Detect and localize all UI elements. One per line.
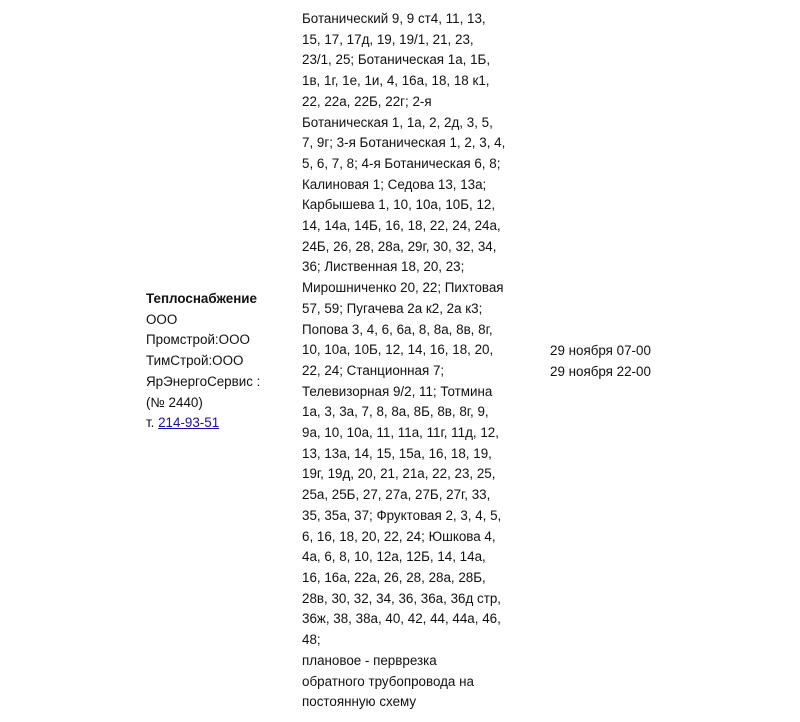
address-line: 36; Лиственная 18, 20, 23;: [302, 259, 465, 275]
address-line: 57, 59; Пугачева 2а к2, 2а к3;: [302, 300, 483, 316]
end-time: 29 ноября 22-00: [550, 363, 651, 379]
address-line: 9а, 10, 10а, 11, 11а, 11г, 11д, 12,: [302, 425, 499, 441]
phone-link[interactable]: 214-93-51: [158, 415, 220, 431]
phone-prefix: т.: [146, 415, 155, 431]
address-line: 15, 17, 17д, 19, 19/1, 21, 23,: [302, 31, 474, 47]
address-line: 19г, 19д, 20, 21, 21а, 22, 23, 25,: [302, 466, 496, 482]
address-line: 1а, 3, 3а, 7, 8, 8а, 8Б, 8в, 8г, 9,: [302, 404, 489, 420]
address-line: 13, 13а, 14, 15, 15а, 16, 18, 19,: [302, 445, 492, 461]
address-line: 14, 14а, 14Б, 16, 18, 22, 24, 24а,: [302, 218, 501, 234]
address-line: 23/1, 25; Ботаническая 1а, 1Б,: [302, 52, 491, 68]
supplier-line: (№ 2440): [146, 394, 203, 410]
address-line: 22, 24; Станционная 7;: [302, 362, 445, 378]
address-line: обратного трубопровода на: [302, 673, 474, 689]
address-line: 25а, 25Б, 27, 27а, 27Б, 27г, 33,: [302, 487, 491, 503]
addresses-cell: [302, 9, 520, 713]
address-line: 28в, 30, 32, 34, 36, 36а, 36д стр,: [302, 590, 501, 606]
address-line: Телевизорная 9/2, 11; Тотмина: [302, 383, 493, 399]
address-line: Калиновая 1; Седова 13, 13а;: [302, 176, 487, 192]
address-line: 1в, 1г, 1е, 1и, 4, 16а, 18, 18 к1,: [302, 73, 490, 89]
address-line: 10, 10а, 10Б, 12, 14, 16, 18, 20,: [302, 342, 494, 358]
address-line: плановое - перврезка: [302, 652, 437, 668]
address-line: Карбышева 1, 10, 10а, 10Б, 12,: [302, 197, 496, 213]
supplier-line: Промстрой:ООО: [146, 332, 250, 348]
address-line: Мирошниченко 20, 22; Пихтовая: [302, 280, 504, 296]
address-line: Ботаническая 1, 1а, 2, 2д, 3, 5,: [302, 114, 493, 130]
address-line: 7, 9г; 3-я Ботаническая 1, 2, 3, 4,: [302, 135, 506, 151]
supplier-line: ООО: [146, 311, 178, 327]
address-line: 22, 22а, 22Б, 22г; 2-я: [302, 93, 432, 109]
address-line: 48;: [302, 632, 321, 648]
supplier-line: ТимСтрой:ООО: [146, 353, 244, 369]
address-line: Попова 3, 4, 6, 6а, 8, 8а, 8в, 8г,: [302, 321, 493, 337]
address-line: 4а, 6, 8, 10, 12а, 12Б, 14, 14а,: [302, 549, 486, 565]
address-line: Ботанический 9, 9 ст4, 11, 13,: [302, 11, 486, 26]
time-cell: [550, 341, 680, 382]
address-line: 16, 16а, 22а, 26, 28, 28а, 28Б,: [302, 569, 486, 585]
start-time: 29 ноября 07-00: [550, 343, 651, 358]
address-line: 36ж, 38, 38а, 40, 42, 44, 44а, 46,: [302, 611, 501, 627]
supplier-line: ЯрЭнергоСервис :: [146, 373, 261, 389]
supplier-cell: [146, 289, 286, 434]
address-line: постоянную схему: [302, 694, 417, 710]
address-line: 6, 16, 18, 20, 22, 24; Юшкова 4,: [302, 528, 496, 544]
phone-line: [146, 413, 286, 434]
address-line: 35, 35а, 37; Фруктовая 2, 3, 4, 5,: [302, 507, 502, 523]
service-title: Теплоснабжение: [146, 291, 257, 306]
address-line: 5, 6, 7, 8; 4-я Ботаническая 6, 8;: [302, 155, 501, 171]
address-line: 24Б, 26, 28, 28а, 29г, 30, 32, 34,: [302, 238, 497, 254]
